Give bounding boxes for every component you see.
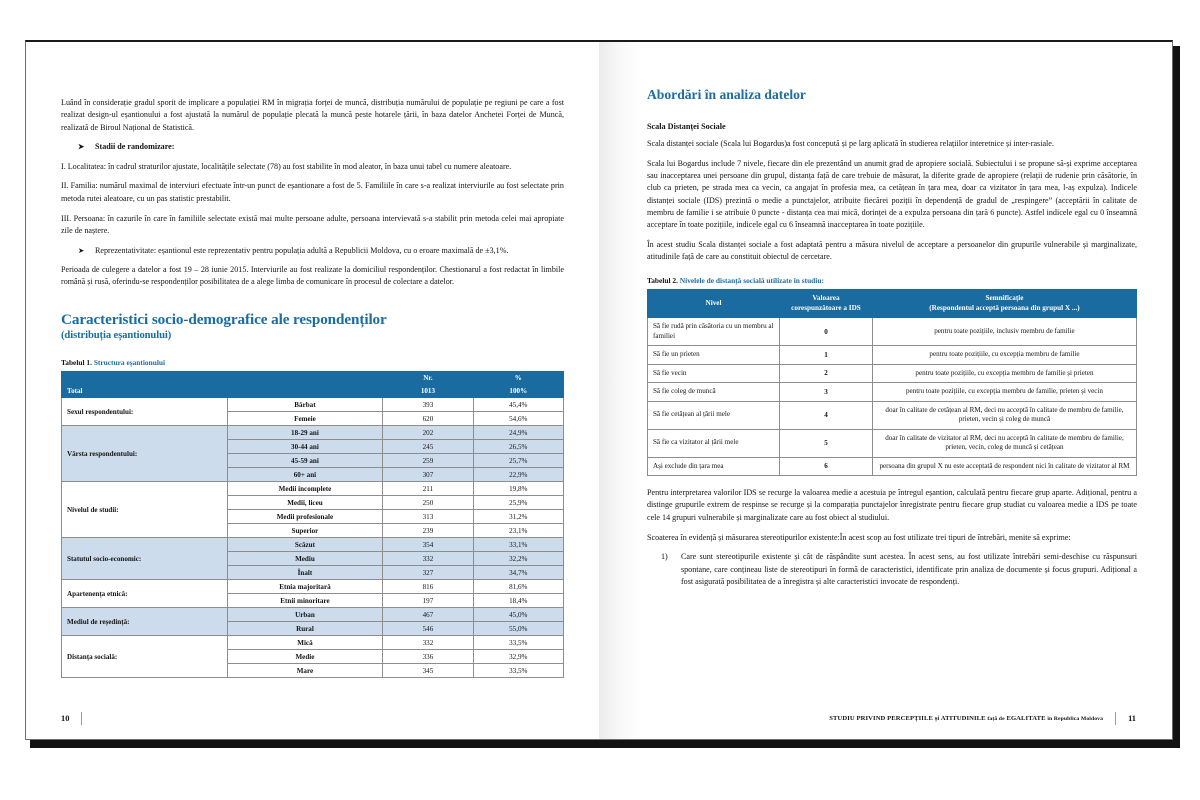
table2-cell-meaning: persoana din grupul X nu este acceptată de respondent nici în calitate de vizitator al RM [872, 457, 1136, 476]
table-structura-esantionului [61, 371, 564, 678]
table1-caption-lead: Tabelul 1. [61, 357, 92, 367]
document-spread [25, 40, 1173, 740]
table1-item-label: Bărbat [227, 398, 383, 412]
table1-cell-nr: 336 [383, 650, 473, 664]
table1-cell-pct: 34,7% [473, 566, 563, 580]
table2-cell-meaning: pentru toate pozițiile, cu excepția membru de familie, prieten și vecin [872, 383, 1136, 402]
subheading-scala-distantei: Scala Distanței Sociale [646, 122, 726, 131]
page-number-left: 10 [61, 714, 70, 723]
table-row [647, 429, 1136, 457]
table2-caption-tail: Nivelele de distanță socială utilizate în studiu: [679, 275, 824, 285]
table2-cell-value: 5 [780, 429, 873, 457]
table2-cell-value: 1 [780, 346, 873, 365]
table1-caption [61, 358, 564, 367]
table1-item-label: Etnii minoritare [227, 594, 383, 608]
table1-header-row [62, 372, 564, 385]
table2-header-valoare [780, 290, 873, 318]
table2-cell-level: Ași exclude din țara mea [647, 457, 779, 476]
table1-cell-pct: 33,1% [473, 538, 563, 552]
table1-total-pct: 100% [473, 385, 563, 398]
table2-cell-level: Să fie rudă prin căsătoria cu un membru al familiei [647, 318, 779, 346]
table2-header-semnificatie [872, 290, 1136, 318]
table1-total-nr: 1013 [383, 385, 473, 398]
table1-cell-pct: 26,5% [473, 440, 563, 454]
table1-item-label: 18-29 ani [227, 426, 383, 440]
table1-category-label: Distanța socială: [62, 636, 228, 678]
table2-cell-meaning: doar în calitate de cetățean al RM, deci nu acceptă în calitate de membru de familie, prieten, vecin și coleg de muncă [872, 401, 1136, 429]
page-right [599, 42, 1172, 739]
table1-item-label: Mică [227, 636, 383, 650]
table1-item-label: Medii, liceu [227, 496, 383, 510]
table2-cell-meaning: pentru toate pozițiile, cu excepția membru de familie [872, 346, 1136, 365]
table2-header-nivel: Nivel [647, 290, 779, 318]
bullet-stadii-randomizare [61, 141, 564, 153]
numbered-list [647, 551, 1137, 588]
table2-head [647, 290, 1136, 318]
table-row [62, 426, 564, 440]
table1-cell-nr: 197 [383, 594, 473, 608]
table2-cell-level: Să fie vecin [647, 364, 779, 383]
footer-title-tail: EGALITATE [1006, 715, 1046, 722]
arrow-bullet-icon: ➤ [78, 142, 85, 152]
table1-item-label: Medii incomplete [227, 482, 383, 496]
table2-cell-value: 2 [780, 364, 873, 383]
bullet-reprezentativitate [61, 245, 564, 257]
table1-item-label: Înalt [227, 566, 383, 580]
page-left [26, 42, 599, 739]
table1-cell-pct: 32,2% [473, 552, 563, 566]
table1-category-label: Nivelul de studii: [62, 482, 228, 538]
table1-item-label: Mediu [227, 552, 383, 566]
table1-item-label: Scăzut [227, 538, 383, 552]
footer-title [829, 715, 1103, 722]
table2-header-semnificatie-line2: (Respondentul acceptă persoana din grupul X ...) [929, 303, 1080, 312]
table1-cell-pct: 32,9% [473, 650, 563, 664]
footer-title-small2: în Republica Moldova [1047, 716, 1104, 722]
table-row [62, 608, 564, 622]
table-row [647, 401, 1136, 429]
footer-right [829, 712, 1136, 725]
table2-cell-value: 3 [780, 383, 873, 402]
section-heading-abordari: Abordări în analiza datelor [646, 87, 806, 102]
table2-header-valoare-line1: Valoarea [812, 294, 840, 303]
table1-caption-tail: Structura eșantionului [93, 357, 166, 367]
table1-cell-pct: 23,1% [473, 524, 563, 538]
table2-header-valoare-line2: corespunzătoare a IDS [791, 303, 861, 312]
table1-cell-pct: 55,0% [473, 622, 563, 636]
table1-cell-pct: 18,4% [473, 594, 563, 608]
table1-header-pct: % [473, 372, 563, 385]
paragraph-r3: În acest studiu Scala distanței sociale a fost adaptată pentru a măsura nivelul de acceptare a persoanelor din grupurile vulnerabile și marginalizate, atitudinile față de care au constituit obiectul de cercetare. [646, 240, 1137, 262]
table1-cell-nr: 259 [383, 454, 473, 468]
table1-cell-pct: 31,2% [473, 510, 563, 524]
footer-left [61, 712, 94, 725]
table1-cell-pct: 25,7% [473, 454, 563, 468]
table2-cell-level: Să fie ca vizitator al țării mele [647, 429, 779, 457]
table2-cell-meaning: doar în calitate de vizitator al RM, deci nu acceptă în calitate de membru de familie, prieten, vecin, coleg de muncă și cetățean [872, 429, 1136, 457]
footer-divider [81, 712, 82, 725]
table1-item-label: Medie [227, 650, 383, 664]
table2-cell-value: 4 [780, 401, 873, 429]
table1-cell-pct: 19,8% [473, 482, 563, 496]
table1-cell-nr: 546 [383, 622, 473, 636]
paragraph-item-iii: III. Persoana: în cazurile în care în familiile selectate există mai multe persoane adulte, persoana intervievată s-a stabilit prin metoda celei mai apropiate zile de naștere. [61, 213, 564, 235]
table1-category-label: Vârsta respondentului: [62, 426, 228, 482]
table-row [62, 538, 564, 552]
section-heading-caracteristici [61, 311, 564, 342]
table1-category-label: Statutul socio-economic: [62, 538, 228, 580]
table1-cell-nr: 467 [383, 608, 473, 622]
table1-category-label: Mediul de reședință: [62, 608, 228, 636]
table1-item-label: Superior [227, 524, 383, 538]
table1-cell-nr: 816 [383, 580, 473, 594]
table1-cell-nr: 354 [383, 538, 473, 552]
bullet-stadii-label: Stadii de randomizare: [95, 142, 175, 152]
table2-header-semnificatie-line1: Semnificație [985, 294, 1024, 303]
table1-cell-nr: 393 [383, 398, 473, 412]
paragraph-perioada: Perioada de culegere a datelor a fost 19 – 28 iunie 2015. Interviurile au fost realizate la domiciliul respondenților. Chestionarul a fost redactat în limbile română și rusă, oferindu-se respondenților posibilitatea de a alege limba de comunicare în procesul de colectare a datelor. [61, 264, 564, 287]
table1-header-nr: Nr. [383, 372, 473, 385]
table1-cell-nr: 202 [383, 426, 473, 440]
page-number-right: 11 [1128, 714, 1136, 723]
bullet-reprezentativitate-label: Reprezentativitate: eșantionul este reprezentativ pentru populația adultă a Republicii Moldova, cu o eroare maximală de ±3,1%. [95, 245, 509, 255]
paragraph-r5: Scoaterea în evidență și măsurarea stereotipurilor existente:În acest scop au fost utilizate trei tipuri de întrebări, menite să exprime: [646, 532, 1071, 542]
table1-cell-pct: 54,6% [473, 412, 563, 426]
table1-cell-nr: 345 [383, 664, 473, 678]
table-row [647, 364, 1136, 383]
table1-head [62, 372, 564, 398]
table2-header-row [647, 290, 1136, 318]
table2-body [647, 318, 1136, 476]
table1-total-row [62, 385, 564, 398]
table1-item-label: 30-44 ani [227, 440, 383, 454]
list-item-marker: 1) [660, 552, 668, 562]
table1-item-label: Medii profesionale [227, 510, 383, 524]
footer-title-small: față de [987, 716, 1005, 722]
table1-item-label: 45-59 ani [227, 454, 383, 468]
table1-cell-pct: 45,0% [473, 608, 563, 622]
table1-cell-pct: 22,9% [473, 468, 563, 482]
table2-cell-level: Să fie coleg de muncă [647, 383, 779, 402]
table1-total-label: Total [62, 385, 383, 398]
paragraph-item-i: I. Localitatea: în cadrul straturilor ajustate, localitățile selectate (78) au fost stabilite în mod aleator, în baza unui tabel cu numere aleatoare. [61, 161, 512, 171]
paragraph-r4: Pentru interpretarea valorilor IDS se recurge la valoarea medie a acestuia pe întregul eșantion, calculată pentru fiecare grup aparte. Adițional, pentru a distinge grupurile extrem de respinse se recurge și la comparația punctajelor înregistrate pentru fiecare grup studiat cu valoarea medie a IDS pe toate cele 14 grupuri vulnerabile și marginalizate care au fost obiect al studiului. [646, 488, 1137, 522]
table1-body [62, 398, 564, 678]
table1-category-label: Sexul respondentului: [62, 398, 228, 426]
table1-cell-nr: 313 [383, 510, 473, 524]
table1-cell-pct: 24,9% [473, 426, 563, 440]
paragraph-item-ii: II. Familia: numărul maximal de interviuri efectuate într-un punct de eșantionare a fost de 5. Familiile în care s-a realizat interviurile au fost selectate prin metoda rutei aleatoare, cu un pas statistic prestabilit. [61, 181, 564, 203]
table2-cell-meaning: pentru toate pozițiile, cu excepția membru de familie și prieten [872, 364, 1136, 383]
table2-cell-level: Să fie cetățean al țării mele [647, 401, 779, 429]
list-item [647, 551, 1137, 588]
table1-item-label: Etnia majoritară [227, 580, 383, 594]
table1-cell-pct: 45,4% [473, 398, 563, 412]
table1-item-label: Urban [227, 608, 383, 622]
table1-cell-nr: 307 [383, 468, 473, 482]
table1-cell-nr: 620 [383, 412, 473, 426]
table-row [62, 636, 564, 650]
table1-cell-nr: 211 [383, 482, 473, 496]
footer-title-main: STUDIU PRIVIND PERCEPȚIILE și ATITUDINILE [829, 715, 986, 722]
section-heading-main: Caracteristici socio-demografice ale respondenților [61, 310, 387, 328]
table1-category-label: Apartenența etnică: [62, 580, 228, 608]
table-row [647, 346, 1136, 365]
table1-cell-pct: 81,6% [473, 580, 563, 594]
arrow-bullet-icon: ➤ [78, 245, 85, 255]
table1-cell-nr: 245 [383, 440, 473, 454]
table2-cell-meaning: pentru toate pozițiile, inclusiv membru de familie [872, 318, 1136, 346]
table1-header-blank2 [227, 372, 383, 385]
table-row [647, 383, 1136, 402]
table-row [62, 580, 564, 594]
table1-cell-nr: 250 [383, 496, 473, 510]
table1-cell-pct: 33,5% [473, 636, 563, 650]
table1-cell-nr: 239 [383, 524, 473, 538]
list-item-text: Care sunt stereotipurile existente și cât de răspândite sunt acestea. În acest sens, au fost utilizate întrebări semi-deschise cu răspunsuri spontane, care conțineau liste de stereotipuri în formă de caracteristici, identificate prin analiza de documente și focus grupuri. Adițional a fost asigurată posibilitatea de a înregistra și alte caracteristici invocate de respondenți. [680, 552, 1137, 586]
footer-divider [1115, 712, 1116, 725]
table1-item-label: Femeie [227, 412, 383, 426]
table1-cell-pct: 33,5% [473, 664, 563, 678]
table-nivele-distanta-sociala [647, 289, 1137, 476]
table1-item-label: 60+ ani [227, 468, 383, 482]
table1-cell-nr: 332 [383, 636, 473, 650]
table-row [62, 482, 564, 496]
paragraph-intro: Luând în considerație gradul sporit de implicare a populației RM în migrația forței de muncă, distribuția numărului de populație pe regiuni pe care a fost realizat design-ul eșantionului a fost ajustată la numărul de populație plecată la muncă peste hotarele țării, în baza datelor Anchetei Forței de Muncă, realizată de Biroul Național de Statistică. [61, 98, 564, 132]
table-row [62, 398, 564, 412]
table-row [647, 318, 1136, 346]
paragraph-r2: Scala lui Bogardus include 7 nivele, fiecare din ele prezentând un anumit grad de apropiere socială. Subiectului i se propune să-și exprime acceptarea sau inacceptarea unei persoane din grupul, distanța față de care trebuie de măsurat, la diferite grade de apropiere (relații de rudenie prin căsătorie, în club ca prieten, pe strada mea ca vecin, ca angajat în profesia mea, ca cetățean în țara mea, doar ca vizitator în țara mea, l-aș expulza). Indicele distanței sociale (IDS) prezintă o medie a punctajelor, atribuite fiecărei poziții în dependență de gradul de „respingere” (acceptării în calitate de membru de familie i se atribuie 0 puncte - distanța cea mai mică, dorinței de a expulza persoana din țară 6 puncte). Astfel indicele egal cu 0 înseamnă acceptare în toate pozițiile, indicele egal cu 6 înseamnă inacceptarea în toate pozițiile. [646, 158, 1137, 230]
paragraph-r1: Scala distanței sociale (Scala lui Bogardus)a fost concepută și pe larg aplicată în studierea relațiilor interetnice și inter-rasiale. [646, 139, 1054, 148]
table2-cell-level: Să fie un prieten [647, 346, 779, 365]
table1-cell-nr: 327 [383, 566, 473, 580]
table-row [647, 457, 1136, 476]
table1-header-blank1 [62, 372, 228, 385]
table1-item-label: Mare [227, 664, 383, 678]
table2-caption-lead: Tabelul 2. [646, 275, 678, 285]
table2-caption [647, 276, 1137, 285]
table2-cell-value: 0 [780, 318, 873, 346]
table1-cell-pct: 25,9% [473, 496, 563, 510]
table1-cell-nr: 332 [383, 552, 473, 566]
section-heading-sub: (distribuția eșantionului) [61, 329, 172, 341]
table2-cell-value: 6 [780, 457, 873, 476]
table1-item-label: Rural [227, 622, 383, 636]
